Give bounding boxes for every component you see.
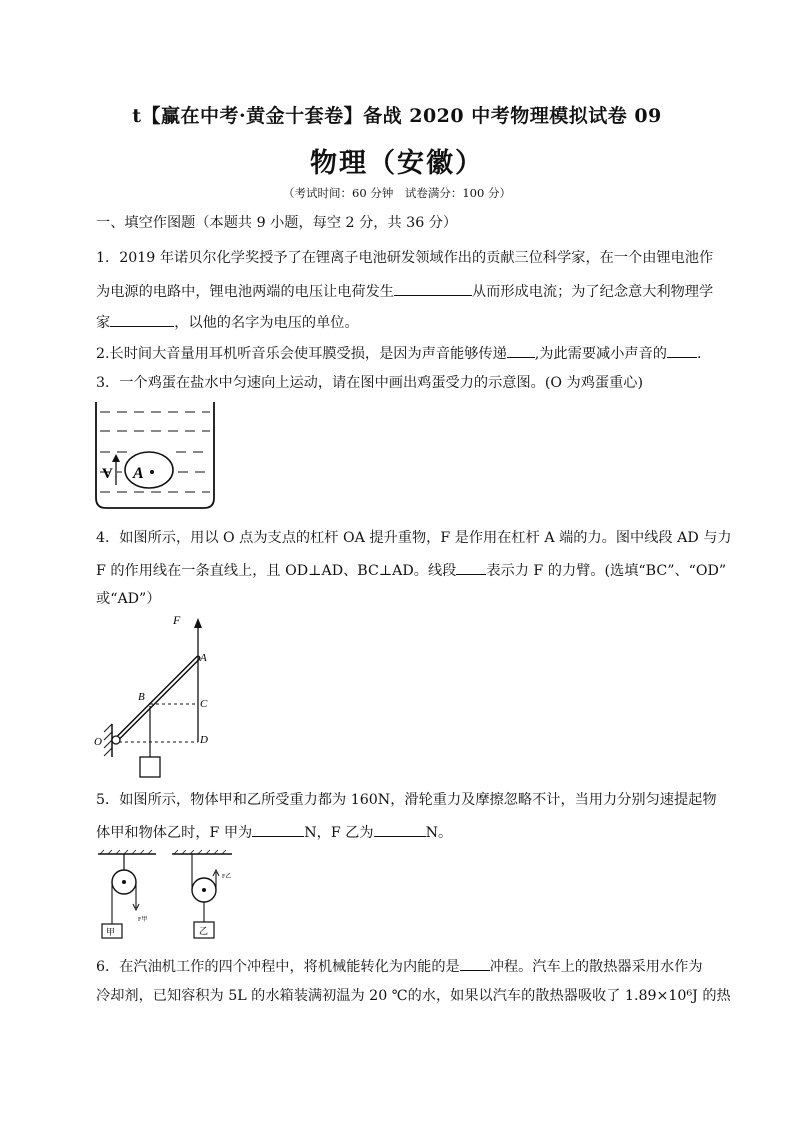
q1-text-d: ，以他的名字为电压的单位。: [174, 315, 359, 331]
label-d: D: [200, 734, 208, 746]
q5-line1: 5．如图所示，物体甲和乙所受重力都为 160N，滑轮重力及摩擦忽略不计，当用力分别匀速提起物: [96, 792, 717, 808]
q2-text-b: ,为此需要减小声音的: [534, 346, 667, 362]
weight-block: [140, 757, 160, 777]
q4-line3: 或“AD”）: [96, 591, 161, 607]
label-a: A: [133, 465, 144, 482]
q4-text-a: F 的作用线在一条直线上，且 OD⊥AD、BC⊥AD。线段: [96, 563, 457, 579]
q4-line1: 4．如图所示，用以 O 点为支点的杠杆 OA 提升重物，F 是作用在杠杆 A 端的力。图中线段 AD 与力: [96, 530, 732, 546]
paper-title: t【赢在中考·黄金十套卷】备战 2020 中考物理模拟试卷 09: [132, 105, 662, 127]
q6-line2: 冷却剂，已知容积为 5L 的水箱装满初温为 20 ℃的水，如果以汽车的散热器吸收了 1.89×10⁶J 的热: [96, 988, 731, 1004]
q6-line1: [96, 956, 703, 976]
q5-text-a: 体甲和物体乙时，F 甲为: [96, 825, 253, 841]
q2-line: [96, 343, 702, 363]
force-arrow-head: [194, 618, 202, 628]
q2-text-c: .: [697, 346, 702, 362]
q1-blank-2[interactable]: [110, 312, 174, 327]
q2-blank-2[interactable]: [667, 343, 697, 358]
q4-line2: [96, 560, 726, 580]
label-b: B: [138, 691, 145, 703]
q2-blank-1[interactable]: [507, 343, 535, 358]
q1-text-a: 为电源的电路中，锂电池两端的电压让电荷发生: [96, 284, 394, 300]
q1-text-c: 家: [96, 315, 111, 331]
q6-text-b: 冲程。汽车上的散热器采用水作为: [489, 959, 703, 975]
exam-info: （考试时间：60 分钟 试卷满分：100 分）: [283, 186, 511, 200]
q5-text-b: N，F 乙为: [304, 825, 374, 841]
q1-line3: [96, 312, 359, 332]
section-heading: 一、填空作图题（本题共 9 小题，每空 2 分，共 36 分）: [96, 215, 458, 231]
q5-text-c: N。: [425, 825, 453, 841]
q5-blank-2[interactable]: [374, 822, 426, 837]
label-yi: 乙: [199, 926, 209, 936]
q6-text-a: 6．在汽油机工作的四个冲程中，将机械能转化为内能的是: [96, 959, 460, 975]
paper-subtitle: 物理（安徽）: [310, 148, 484, 179]
q1-blank-1[interactable]: [394, 281, 472, 296]
q3-beaker-figure: [92, 400, 222, 512]
q1-line1: 1．2019 年诺贝尔化学奖授予了在锂离子电池研发领域作出的贡献三位科学家，在一个由锂电池作: [96, 250, 714, 266]
egg-center-dot: [150, 470, 154, 474]
label-f-jia: F甲: [138, 917, 148, 923]
wall-hatch: [104, 724, 112, 756]
label-c: C: [200, 698, 208, 710]
label-a: A: [200, 652, 207, 664]
q6-blank[interactable]: [460, 956, 490, 971]
q5-pulley-figure: [96, 846, 246, 946]
q1-text-b: 从而形成电流；为了纪念意大利物理学: [471, 284, 714, 300]
label-f: F: [173, 613, 181, 627]
q2-text-a: 2.长时间大音量用耳机听音乐会使耳膜受损，是因为声音能够传递: [96, 346, 507, 362]
label-jia: 甲: [106, 927, 116, 937]
q4-lever-figure: [86, 612, 226, 782]
q1-line2: [96, 281, 713, 301]
velocity-arrow-head: [112, 454, 120, 462]
label-f-yi: F乙: [222, 874, 232, 880]
q3-line: 3．一个鸡蛋在盐水中匀速向上运动，请在图中画出鸡蛋受力的示意图。(O 为鸡蛋重心): [96, 375, 643, 391]
pivot-point: [112, 736, 120, 744]
label-v: V: [102, 466, 113, 482]
q4-text-b: 表示力 F 的力臂。(选填“BC”、“OD”: [486, 563, 727, 579]
q5-line2: [96, 822, 452, 842]
q4-blank[interactable]: [456, 560, 486, 575]
label-o: O: [94, 736, 102, 748]
q5-blank-1[interactable]: [252, 822, 304, 837]
